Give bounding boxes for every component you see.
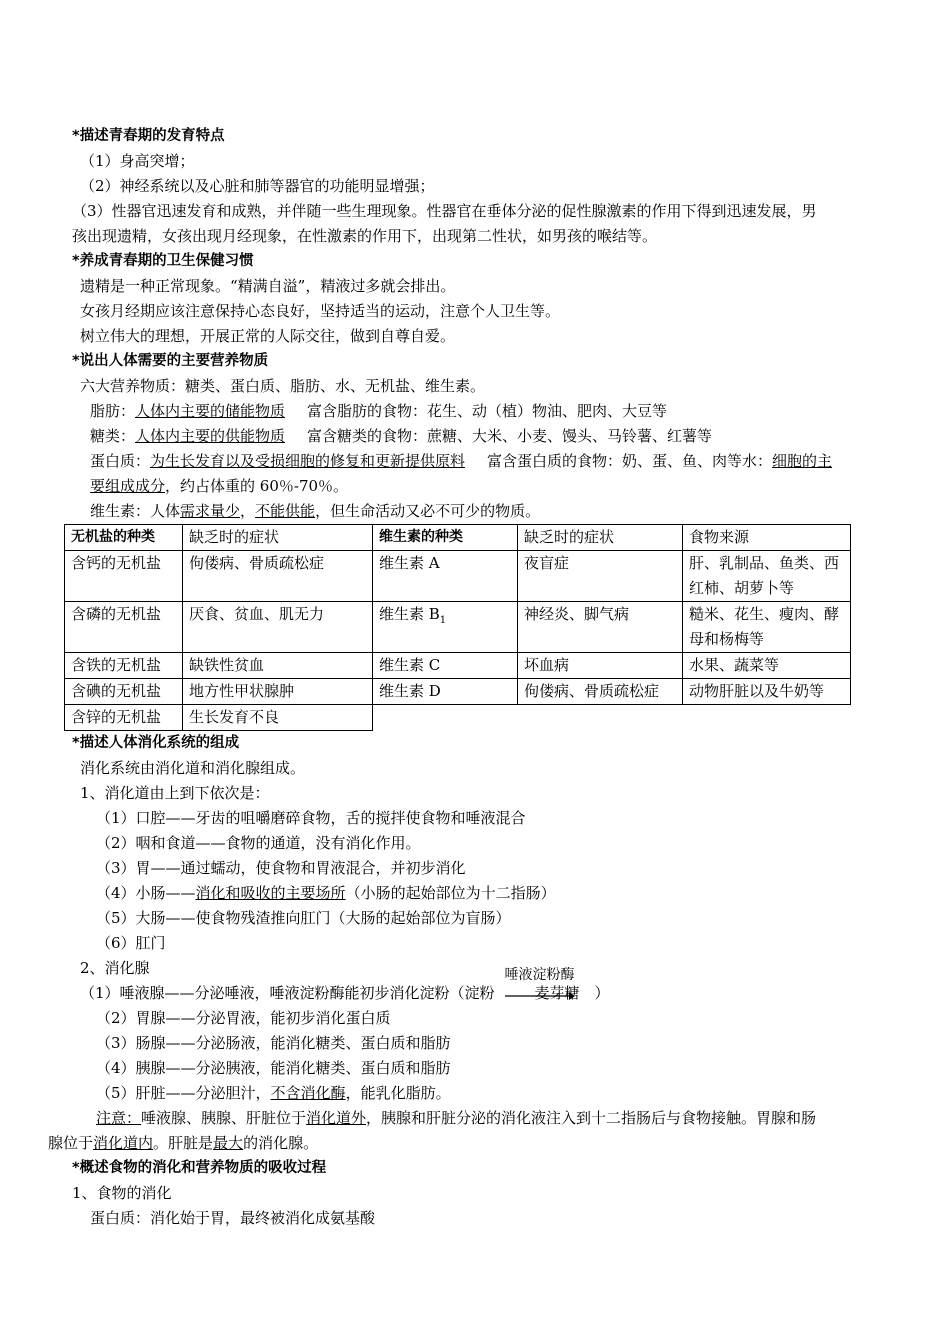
table-cell: 动物肝脏以及牛奶等 [683, 679, 851, 705]
protein-line [72, 449, 882, 474]
water-role-b: 要组成成分 [90, 477, 166, 495]
gland-item-2: （2）胃腺——分泌胃液，能初步消化蛋白质 [96, 1009, 391, 1027]
table-row [65, 653, 851, 679]
table-cell: 维生素 C [373, 653, 518, 679]
protein-foods: 富含蛋白质的食物：奶、蛋、鱼、肉等水： [487, 452, 773, 470]
note-c: 腺位于 [48, 1134, 94, 1152]
water-tail: ，约占体重的 60％-70％。 [165, 477, 349, 495]
tract-item-5: （5）大肠——使食物残渣推向肛门（大肠的起始部位为盲肠） [96, 909, 511, 927]
document-page [48, 124, 882, 1231]
table-cell: 生长发育不良 [183, 705, 373, 731]
table-cell [373, 602, 518, 653]
table-cell-empty [518, 705, 683, 731]
table-cell: 佝偻病、骨质疏松症 [183, 551, 373, 602]
table-row [65, 679, 851, 705]
tract-item-2: （2）咽和食道——食物的通道，没有消化作用。 [96, 834, 421, 852]
note-b: ，胰腺和肝脏分泌的消化液注入到十二指肠后与食物接触。胃腺和肠 [366, 1109, 817, 1127]
table-cell: 维生素 A [373, 551, 518, 602]
table-cell: 缺铁性贫血 [183, 653, 373, 679]
tract-item-4-pre: （4）小肠—— [96, 884, 196, 902]
vitamin-b-subscript: 1 [439, 615, 447, 626]
puberty-item-3: （3）性器官迅速发育和成熟，并伴随一些生理现象。性器官在垂体分泌的促性腺激素的作用下得到迅速发展，男 [72, 202, 817, 220]
tract-item-4 [72, 881, 882, 906]
table-cell: 含锌的无机盐 [65, 705, 183, 731]
vitamin-label: 维生素：人体 [90, 502, 181, 520]
table-cell: 肝、乳制品、鱼类、西红柿、胡萝卜等 [683, 551, 851, 602]
water-role-a: 细胞的主 [772, 452, 833, 470]
gland-title: 2、消化腺 [80, 959, 150, 977]
vitamin-line [72, 499, 882, 524]
protein-role: 为生长发育以及受损细胞的修复和更新提供原料 [150, 452, 466, 470]
table-cell: 水果、蔬菜等 [683, 653, 851, 679]
tract-item-3: （3）胃——通过蠕动，使食物和胃液混合，并初步消化 [96, 859, 466, 877]
hygiene-item-2: 女孩月经期应该注意保持心态良好，坚持适当的运动，注意个人卫生等。 [80, 302, 561, 320]
note-label: 注意： [96, 1109, 142, 1127]
fat-line [72, 399, 882, 424]
table-cell: 神经炎、脚气病 [518, 602, 683, 653]
table-cell: 地方性甲状腺肿 [183, 679, 373, 705]
fat-role: 人体内主要的储能物质 [135, 402, 286, 420]
table-cell: 坏血病 [518, 653, 683, 679]
table-header-row [65, 525, 851, 551]
note-emph-1: 消化道外 [306, 1109, 367, 1127]
note-d: 。肝脏是 [153, 1134, 214, 1152]
tract-item-4-post: （小肠的起始部位为十二指肠） [345, 884, 556, 902]
gland-item-5-emphasis: 不含消化酶 [270, 1084, 346, 1102]
digestive-note [48, 1106, 882, 1156]
vitamin-need: 需求量少 [180, 502, 241, 520]
heading-absorption: *概述食物的消化和营养物质的吸收过程 [72, 1160, 327, 1176]
gland-item-1-text: （1）唾液腺——分泌唾液，唾液淀粉酶能初步消化淀粉（淀粉 [80, 984, 495, 1002]
water-line [72, 474, 882, 499]
heading-hygiene: *养成青春期的卫生保健习惯 [72, 253, 254, 269]
absorption-sub1: 1、食物的消化 [72, 1184, 172, 1202]
table-cell-empty [683, 705, 851, 731]
table-cell: 夜盲症 [518, 551, 683, 602]
hygiene-item-3: 树立伟大的理想，开展正常的人际交往，做到自尊自爱。 [80, 327, 456, 345]
table-cell: 含钙的无机盐 [65, 551, 183, 602]
fat-foods: 富含脂肪的食物：花生、动（植）物油、肥肉、大豆等 [307, 402, 668, 420]
table-header: 缺乏时的症状 [183, 525, 373, 551]
table-header: 缺乏时的症状 [518, 525, 683, 551]
fat-label: 脂肪： [90, 402, 136, 420]
nutrients-intro: 六大营养物质：糖类、蛋白质、脂肪、水、无机盐、维生素。 [80, 377, 486, 395]
tract-item-1: （1）口腔——牙齿的咀嚼磨碎食物，舌的搅拌使食物和唾液混合 [96, 809, 526, 827]
note-emph-2: 消化道内 [93, 1134, 154, 1152]
tract-title: 1、消化道由上到下依次是： [80, 784, 270, 802]
gland-item-4: （4）胰腺——分泌胰液，能消化糖类、蛋白质和脂肪 [96, 1059, 451, 1077]
table-cell: 含碘的无机盐 [65, 679, 183, 705]
note-emph-3: 最大 [213, 1134, 244, 1152]
heading-puberty: *描述青春期的发育特点 [72, 128, 225, 144]
sugar-line [72, 424, 882, 449]
heading-digestive: *描述人体消化系统的组成 [72, 735, 240, 751]
table-cell: 佝偻病、骨质疏松症 [518, 679, 683, 705]
enzyme-label: 唾液淀粉酶 [504, 967, 575, 983]
vitamin-tail: ，但生命活动又必不可少的物质。 [315, 502, 541, 520]
sugar-role: 人体内主要的供能物质 [135, 427, 286, 445]
absorption-protein: 蛋白质：消化始于胃，最终被消化成氨基酸 [90, 1209, 376, 1227]
puberty-item-2: （2）神经系统以及心脏和肺等器官的功能明显增强； [80, 177, 435, 195]
gland-item-1-close: ） [594, 984, 610, 1002]
enzyme-reaction [495, 967, 595, 1006]
protein-label: 蛋白质： [90, 452, 151, 470]
table-cell: 含磷的无机盐 [65, 602, 183, 653]
table-row [65, 705, 851, 731]
sugar-foods: 富含糖类的食物：蔗糖、大米、小麦、馒头、马铃薯、红薯等 [307, 427, 713, 445]
gland-item-5-pre: （5）肝脏——分泌胆汁， [96, 1084, 271, 1102]
table-header: 食物来源 [683, 525, 851, 551]
vitamin-sep: ， [240, 502, 256, 520]
gland-item-5 [72, 1081, 882, 1106]
tract-item-6: （6）肛门 [96, 934, 166, 952]
vitamin-b-label: 维生素 B [379, 605, 440, 623]
table-row [65, 551, 851, 602]
note-e: 的消化腺。 [243, 1134, 319, 1152]
puberty-item-1: （1）身高突增； [80, 152, 195, 170]
table-cell-empty [373, 705, 518, 731]
gland-item-5-post: ，能乳化脂肪。 [345, 1084, 451, 1102]
sugar-label: 糖类： [90, 427, 136, 445]
product-label: 麦芽糖 [534, 984, 580, 1002]
table-cell: 厌食、贫血、肌无力 [183, 602, 373, 653]
gland-item-3: （3）肠腺——分泌肠液，能消化糖类、蛋白质和脂肪 [96, 1034, 451, 1052]
vitamin-energy: 不能供能 [255, 502, 316, 520]
tract-item-4-emphasis: 消化和吸收的主要场所 [195, 884, 346, 902]
table-cell: 含铁的无机盐 [65, 653, 183, 679]
note-a: 唾液腺、胰腺、肝脏位于 [141, 1109, 307, 1127]
table-cell: 糙米、花生、瘦肉、酵母和杨梅等 [683, 602, 851, 653]
hygiene-item-1: 遗精是一种正常现象。“精满自溢”，精液过多就会排出。 [80, 277, 456, 295]
table-header: 维生素的种类 [373, 525, 518, 551]
puberty-item-3-cont: 孩出现遗精，女孩出现月经现象，在性激素的作用下，出现第二性状，如男孩的喉结等。 [72, 227, 658, 245]
mineral-vitamin-table [64, 524, 851, 731]
table-row [65, 602, 851, 653]
table-header: 无机盐的种类 [65, 525, 183, 551]
digestive-intro: 消化系统由消化道和消化腺组成。 [80, 759, 306, 777]
heading-nutrients: *说出人体需要的主要营养物质 [72, 353, 269, 369]
table-cell: 维生素 D [373, 679, 518, 705]
